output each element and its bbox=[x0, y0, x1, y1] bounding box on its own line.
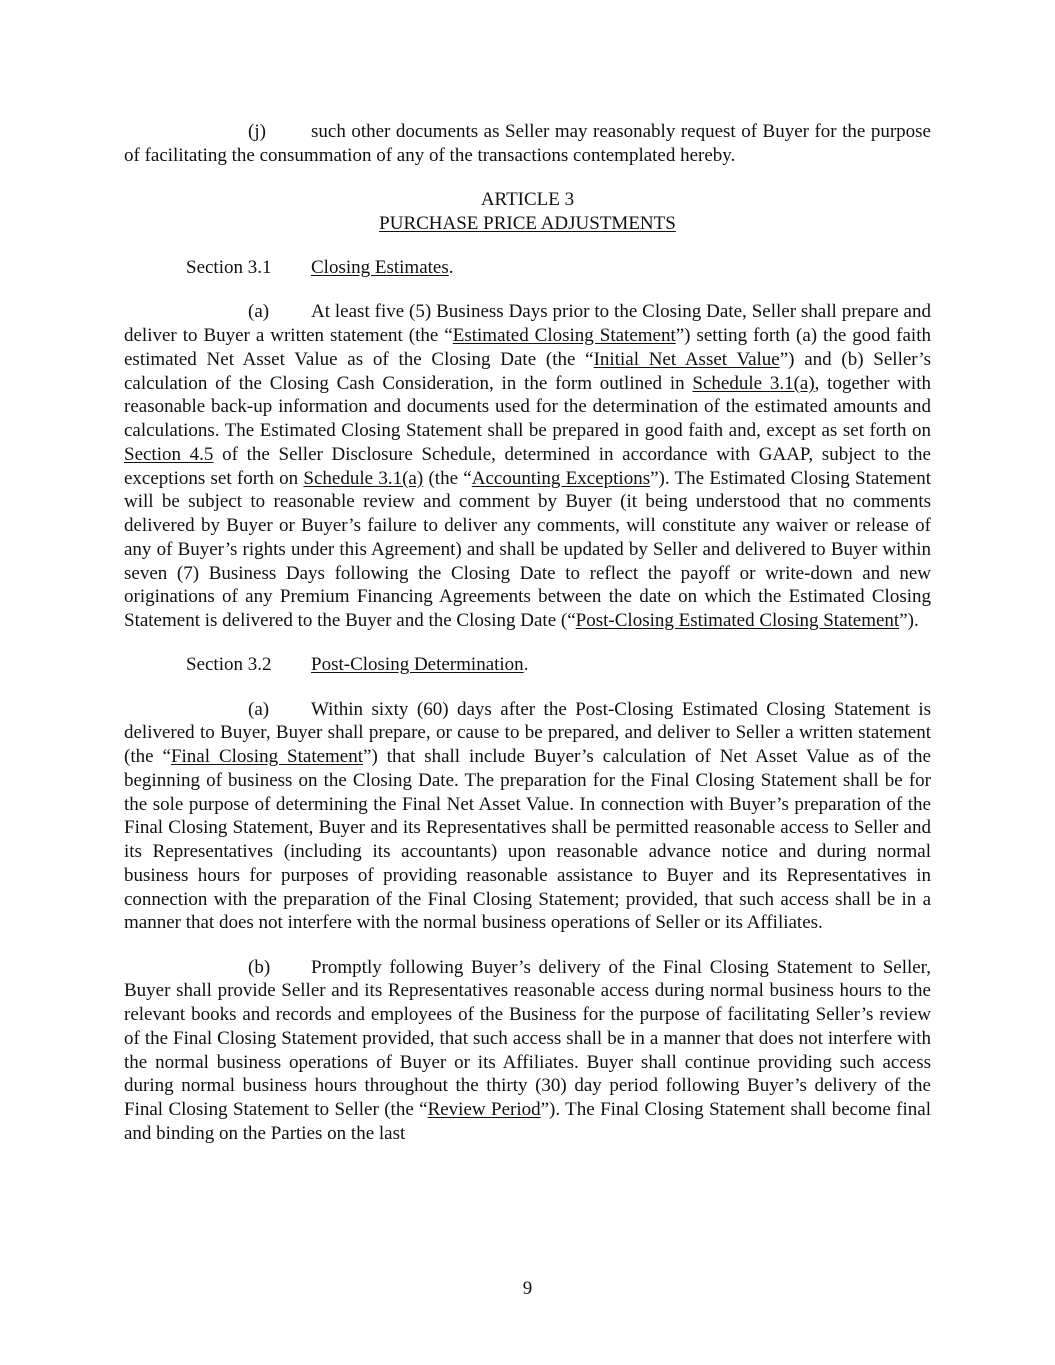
body-text: such other documents as Seller may reasonably request of Buyer for the purpose of facilitating the consummation of any of the transactions contemplated hereby. bbox=[124, 121, 931, 166]
document-body bbox=[124, 120, 931, 1146]
subsection-paragraph bbox=[124, 300, 931, 633]
body-text: of the Seller Disclosure Schedule, determined in accordance with GAAP, subject to the exceptions set forth on bbox=[124, 443, 931, 489]
body-text: ”). The Estimated Closing Statement will be subject to reasonable review and comment by Buyer (it being understood that no comments delivered by Buyer or Buyer’s failure to deliver any comments, will constitute any waiver or release of any of Buyer’s rights under this Agreement) and shall be updated by Seller and delivered to Buyer within seven (7) Business Days following the Closing Date to reflect the payoff or write-down and new originations of any Premium Financing Agreements between the date on which the Estimated Closing Statement is delivered to the Buyer and the Closing Date (“ bbox=[124, 467, 932, 631]
section-heading bbox=[124, 256, 931, 280]
body-text: Promptly following Buyer’s delivery of the Final Closing Statement to Seller, Buyer shall provide Seller and its Representatives reasonable access during normal business hours to the relevant books and records and employees of the Business for the purpose of facilitating Seller’s review of the Final Closing Statement provided, that such access shall be in a manner that does not interfere with the normal business operations of Buyer or its Affiliates. Buyer shall continue providing such access during normal business hours throughout the thirty (30) day period following Buyer’s delivery of the Final Closing Statement to Seller (the “ bbox=[124, 956, 931, 1120]
defined-term: Estimated Closing Statement bbox=[452, 325, 676, 346]
subsection-paragraph bbox=[124, 956, 931, 1146]
section-heading bbox=[124, 653, 931, 677]
body-text: At least five (5) Business Days prior to the Closing Date, Seller shall prepare and deliver to Buyer a written statement (the “ bbox=[124, 301, 931, 346]
clause-label: (b) bbox=[248, 956, 271, 978]
clause-label: (j) bbox=[248, 121, 266, 142]
body-text: (the “ bbox=[423, 467, 472, 489]
section-number: Section 3.2 bbox=[186, 654, 272, 676]
section-number: Section 3.1 bbox=[186, 257, 272, 278]
defined-term: Final Closing Statement bbox=[170, 746, 364, 767]
defined-term: Post-Closing Determination bbox=[311, 654, 524, 676]
defined-term: Section 4.5 bbox=[124, 443, 214, 465]
clause-label: (a) bbox=[248, 698, 270, 720]
body-text: Within sixty (60) days after the Post-Closing Estimated Closing Statement is delivered to Buyer, Buyer shall prepare, or cause to be prepared, and deliver to Seller a written statement (the “ bbox=[124, 698, 931, 767]
body-text: ”) setting forth (a) the good faith estimated Net Asset Value as of the Closing Date (the “ bbox=[124, 325, 931, 370]
defined-term: Accounting Exceptions bbox=[471, 467, 651, 489]
subsection-paragraph bbox=[124, 120, 931, 168]
body-text: ”). The Final Closing Statement shall become final and binding on the Parties on the last bbox=[124, 1099, 932, 1144]
body-text: ”) that shall include Buyer’s calculation of Net Asset Value as of the beginning of business on the Closing Date. The preparation for the Final Closing Statement shall be for the sole purpose of determining the Final Net Asset Value. In connection with Buyer’s preparation of the Final Closing Statement, Buyer and its Representatives shall be permitted reasonable access to Seller and its Representatives (including its accountants) upon reasonable advance notice and during normal business hours for purposes of providing reasonable assistance to Buyer and its Representatives in connection with the preparation of the Final Closing Statement; provided, that such access shall be in a manner that does not interfere with the normal business operations of Seller or its Affiliates. bbox=[124, 746, 931, 934]
body-text: , together with reasonable back-up information and documents used for the determination of the estimated amounts and calculations. The Estimated Closing Statement shall be prepared in good faith and, except as set forth on bbox=[124, 372, 931, 441]
defined-term: Review Period bbox=[427, 1099, 541, 1120]
article-heading bbox=[124, 188, 931, 236]
defined-term: Post-Closing Estimated Closing Statement bbox=[575, 610, 900, 631]
defined-term: Schedule 3.1(a) bbox=[303, 467, 424, 489]
defined-term: Initial Net Asset Value bbox=[593, 348, 780, 370]
body-text: ”) and (b) Seller’s calculation of the Closing Cash Consideration, in the form outlined in bbox=[124, 348, 931, 394]
clause-label: (a) bbox=[248, 301, 270, 323]
defined-term: Closing Estimates bbox=[311, 257, 449, 278]
defined-term: Schedule 3.1(a) bbox=[692, 372, 815, 394]
article-title: PURCHASE PRICE ADJUSTMENTS bbox=[379, 212, 676, 234]
body-text: ”). bbox=[899, 610, 919, 631]
body-text: . bbox=[448, 257, 454, 278]
page-number: 9 bbox=[522, 1278, 533, 1299]
body-text: . bbox=[523, 654, 529, 676]
subsection-paragraph bbox=[124, 698, 931, 936]
article-number: ARTICLE 3 bbox=[480, 189, 575, 210]
